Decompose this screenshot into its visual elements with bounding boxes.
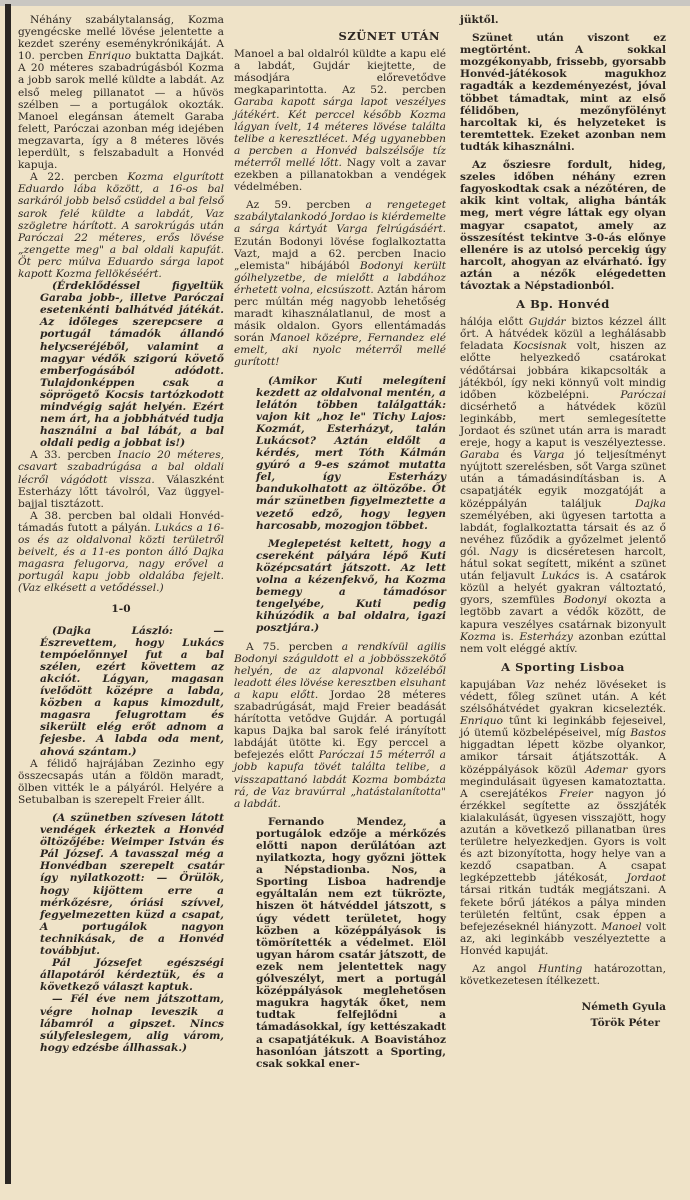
paragraph-quote: (Dajka László: — Észrevettem, hogy Lukács tempóelőnnyel fut a bal szélen, ezért követtem az akciót. Lágyan, magasan ívelődött középre a labda, közben a kapus kimozdult, magasra felugrottam és sikerült elég erőt adnom a fejesbe. A labda oda ment, ahová szántam.) xyxy=(40,624,224,758)
paragraph-aside: (Érdeklődéssel figyeltük Garaba jobb-, illetve Paróczai esetenkénti balhátvéd játékát. Az időleges szerepcsere a portugál támadók állandó helycseréjéből, valamint a magyar védők szigorú követő emberfogásából adódott. Tulajdonképpen csak a söprögető Kocsis tartózkodott mindvégig saját helyén. Ezért nem árt, ha a jobbhátvéd tudja használni a bal lábát, a bal oldali pedig a jobbat is!) xyxy=(40,280,224,450)
column-right xyxy=(460,14,666,1031)
column-left xyxy=(18,14,224,1054)
paragraph-bold: Fernando Mendez, a portugálok edzője a mérkőzés előtti napon derűlátóan azt nyilatkozta, hogy győzni jöttek a Népstadionba. Nos, a Sporting Lisboa hadrendje egyáltalán nem ezt tükrözte, hiszen öt hátvéddel játszott, s úgy védett területet, hogy közben a középpályások is tömörítették a védelmet. Elöl ugyan három csatár játszott, de ezek nem jelentettek nagy gólveszélyt, mert a portugál középpályások meglehetősen magukra hagyták őket, nem tudtak felfejlődni a támadásokkal, így kettészakadt a csapatjátékuk. A Boavistához hasonlóan játszott a Sporting, csak sokkal ener- xyxy=(256,815,446,1070)
author-name: Török Péter xyxy=(590,1017,660,1030)
author-name: Németh Gyula xyxy=(581,1001,666,1014)
paragraph: hálója előtt Gujdár biztos kézzel állt őrt. A hátvédek közül a leghálásabb feladata Kocsisnak volt, hiszen az előtte helyezkedő csatárokat védőtársai jobbára kikapcsolták a játékból, így neki könnyű volt mindig időben közbelépni. Paróczai dicsérhető a hátvédek közül leginkább, mert semlegesítette Jordaot és szünet után arra is maradt ereje, hogy a kaput is veszélyeztesse. Garaba és Varga jó teljesítményt nyújtott szerelésben, sőt Varga szünet után a támadásindításban is. A csapatjáték egyik mozgatóját a középpályán találjuk Dajka személyében, aki ügyesen tartotta a labdát, foglalkoztatta társait és az ő nevéhez fűződik a győzelmet jelentő gól. Nagy is dicséretesen harcolt, hátul sokat segített, miként a szünet után feljavult Lukács is. A csatárok közül a helyét gyakran változtató, gyors, szemfüles Bodonyi okozta a legtöbb zavart a védők között, de kapura veszélyes csatárnak bizonyult Kozma is. Esterházy azonban ezúttal nem volt eléggé aktív. xyxy=(460,316,667,655)
paragraph: A 75. percben a rendkívül agilis Bodonyi száguldott el a jobbösszekötő helyén, de az alapvonal közeléből leadott éles lövése keresztben elsuhant a kapu előtt. Jordao 28 méteres szabadrúgását, majd Freier beadását hárította vetődve Gujdár. A portugál kapus Dajka bal sarok felé irányított labdáját ütötte ki. Egy perccel a befejezés előtt Paróczai 15 méterről a jobb kapufa tövét találta telibe, a visszapattanó labdát Kozma bombázta rá, de Vaz bravúrral „hatástalanította" a labdát. xyxy=(234,640,446,810)
column-rule xyxy=(5,4,11,1184)
section-heading: SZÜNET UTÁN xyxy=(338,29,440,43)
paragraph: Az 59. percben a rengeteget szabálytalankodó Jordao is kiérdemelte a sárga kártyát Varga felrúgásáért. Ezután Bodonyi lövése foglalkoztatta Vazt, majd a 62. percben Inacio „elemista" hibájából Bodonyi került gólhelyzetbe, de mielőtt a labdához érhetett volna, elcsúszott. Aztán három perc múltán még nagyobb lehetőség maradt kihasználatlanul, de most a másik oldalon. Gyors ellentámadás során Manoel középre, Fernandez elé emelt, aki nyolc méterről mellé gurított! xyxy=(234,199,447,369)
paragraph: Néhány szabálytalanság, Kozma gyengécske mellé lövése jelentette a kezdet szerény eseménykrónikáját. A 10. percben Enriquo buktatta Dajkát. A 20 méteres szabadrúgásból Kozma a jobb sarok mellé küldte a labdát. Az első meleg pillanatot — a hűvös szélben — a portugálok okozták. Manoel elegánsan átemelt Garaba felett, Paróczai azonban még idejében megzavarta, így a 8 méteres lövés leperdült, s felszabadult a Honvéd kapuja. xyxy=(18,14,225,172)
paragraph: A félidő hajrájában Zezinho egy összecsapás után a földön maradt, ölben vitték le a pályáról. Helyére a Setubalban is szerepelt Freier állt. xyxy=(18,757,224,806)
paragraph: A 33. percben Inacio 20 méteres, csavart szabadrúgása a bal oldali lécről vágódott vissza. Válaszként Esterházy lőtt távolról, Vaz üggyel-bajjal tisztázott. xyxy=(18,449,225,510)
paragraph: kapujában Vaz nehéz lövéseket is védett, főleg szünet után. A két szélsőhátvédet gyakran kicselezték. Enriquo tűnt ki leginkább fejeseivel, jó ütemű közbelépéseivel, míg Bastos higgadtan lépett közbe olyankor, amikor társait átjátszották. A középpályások közül Ademar gyors megindulásait ügyesen kamatoztatta. A cserejátékos Freier nagyon jó érzékkel segítette az összjáték kialakulását, ügyesen visszajött, hogy azután a következő pillanatban üres területre helyezkedjen. Gyors is volt és azt bizonyította, hogy helye van a kezdő csapatban. A csapat legképzettebb játékosát, Jordaot társai ritkán tudták megjátszani. A fekete bőrű játékos a pálya minden területén feltűnt, csak éppen a befejezéseknél hiányzott. Manoel volt az, aki leginkább veszélyeztette a Honvéd kapuját. xyxy=(460,678,667,957)
paragraph-aside: — Fél éve nem játszottam, végre holnap leveszik a lábamról a gipszet. Nincs súlyfeleslegem, alig várom, hogy edzésbe állhassak.) xyxy=(40,993,224,1054)
paragraph-aside: (A szünetben szívesen látott vendégek érkeztek a Honvéd öltözőjébe: Weimper István és Pál József. A tavasszal még a Honvédban szerepelt csatár így nyilatkozott: — Örülök, hogy kijöttem erre a mérkőzésre, óriási szívvel, fegyelmezetten küzd a csapat, A portugálok nagyon technikásak, de a Honvéd továbbjut. xyxy=(40,812,224,958)
byline xyxy=(460,999,666,1031)
score: 1-0 xyxy=(111,602,131,615)
column-middle xyxy=(234,14,446,1070)
paragraph-aside: Pál Józsefet egészségi állapotáról kérdeztük, és a következő választ kaptuk. xyxy=(40,957,224,994)
paragraph: Az angol Hunting határozottan, következetesen ítélkezett. xyxy=(460,963,666,988)
section-heading: A Sporting Lisboa xyxy=(501,659,625,674)
paragraph-bold: Szünet után viszont ez megtörtént. A sokkal mozgékonyabb, frissebb, gyorsabb Honvéd-játékosok magukhoz ragadták a kezdeményezést, jóval többet támadtak, mint az első félidőben, mezőnyfölényt harcoltak ki, és helyzeteket is teremtettek. Ezeket azonban nem tudták kihasználni. xyxy=(460,32,666,153)
section-heading: A Bp. Honvéd xyxy=(516,297,610,312)
top-edge xyxy=(0,0,690,6)
paragraph: A 22. percben Kozma elgurított Eduardo lába között, a 16-os bal sarkáról jobb belső csüddel a bal felső sarok felé küldte a labdát, Vaz szögletre hárított. A sarokrúgás után Paróczai 22 méteres, erős lövése „zengette meg" a bal oldali kapufát. Öt perc múlva Eduardo sárga lapot kapott Kozma fellökéséért. xyxy=(18,171,225,280)
paragraph-aside: (Amikor Kuti melegíteni kezdett az oldalvonal mentén, a lelátón többen találgatták: vajon kit „hoz le" Tichy Lajos: Kozmát, Esterházyt, talán Lukácsot? Aztán eldőlt a kérdés, mert Tóth Kálmán gyúró a 9-es számot mutatta fel, így Esterházy bandukolhatott az öltözőbe. Őt már szünetben figyelmeztette a vezető edző, hogy legyen harcosabb, mozogjon többet. xyxy=(256,374,446,532)
paragraph-aside: Meglepetést keltett, hogy a csereként pályára lépő Kuti középcsatárt játszott. Az lett volna a kézenfekvő, ha Kozma bemegy a támadósor tengelyébe, Kuti pedig kihúzódik a bal oldalra, igazi posztjára.) xyxy=(256,537,446,635)
paragraph-bold: Az ősziesre fordult, hideg, szeles időben néhány ezren fagyoskodtak csak a nézőtéren, de akik kint voltak, aligha bánták meg, mert végre láttak egy olyan magyar csapatot, amely az összesítést tekintve 3-0-ás előnye ellenére is az utolsó percekig úgy harcolt, ahogyan az elvárható. Így aztán a nézők elégedetten távoztak a Népstadionból. xyxy=(460,159,666,292)
paragraph: jüktől. xyxy=(460,14,499,26)
paragraph: Manoel a bal oldalról küldte a kapu elé a labdát, Gujdár kiejtette, de másodjára előrevetődve megkaparintotta. Az 52. percben Garaba kapott sárga lapot veszélyes játékért. Két perccel később Kozma lágyan ívelt, 14 méteres lövése találta telibe a keresztlécet. Még ugyanebben a percben a Honvéd balszélsője tíz méterről mellé lőtt. Nagy volt a zavar ezekben a pillanatokban a vendégek védelmében. xyxy=(234,48,446,194)
paragraph: A 38. percben bal oldali Honvéd-támadás futott a pályán. Lukács a 16-os és az oldalvonal közti területről beivelt, és a 11-es ponton álló Dajka magasra felugorva, nagy erővel a portugál kapu jobb oldalába fejelt. (Vaz elkésett a vetődéssel.) xyxy=(18,509,224,595)
